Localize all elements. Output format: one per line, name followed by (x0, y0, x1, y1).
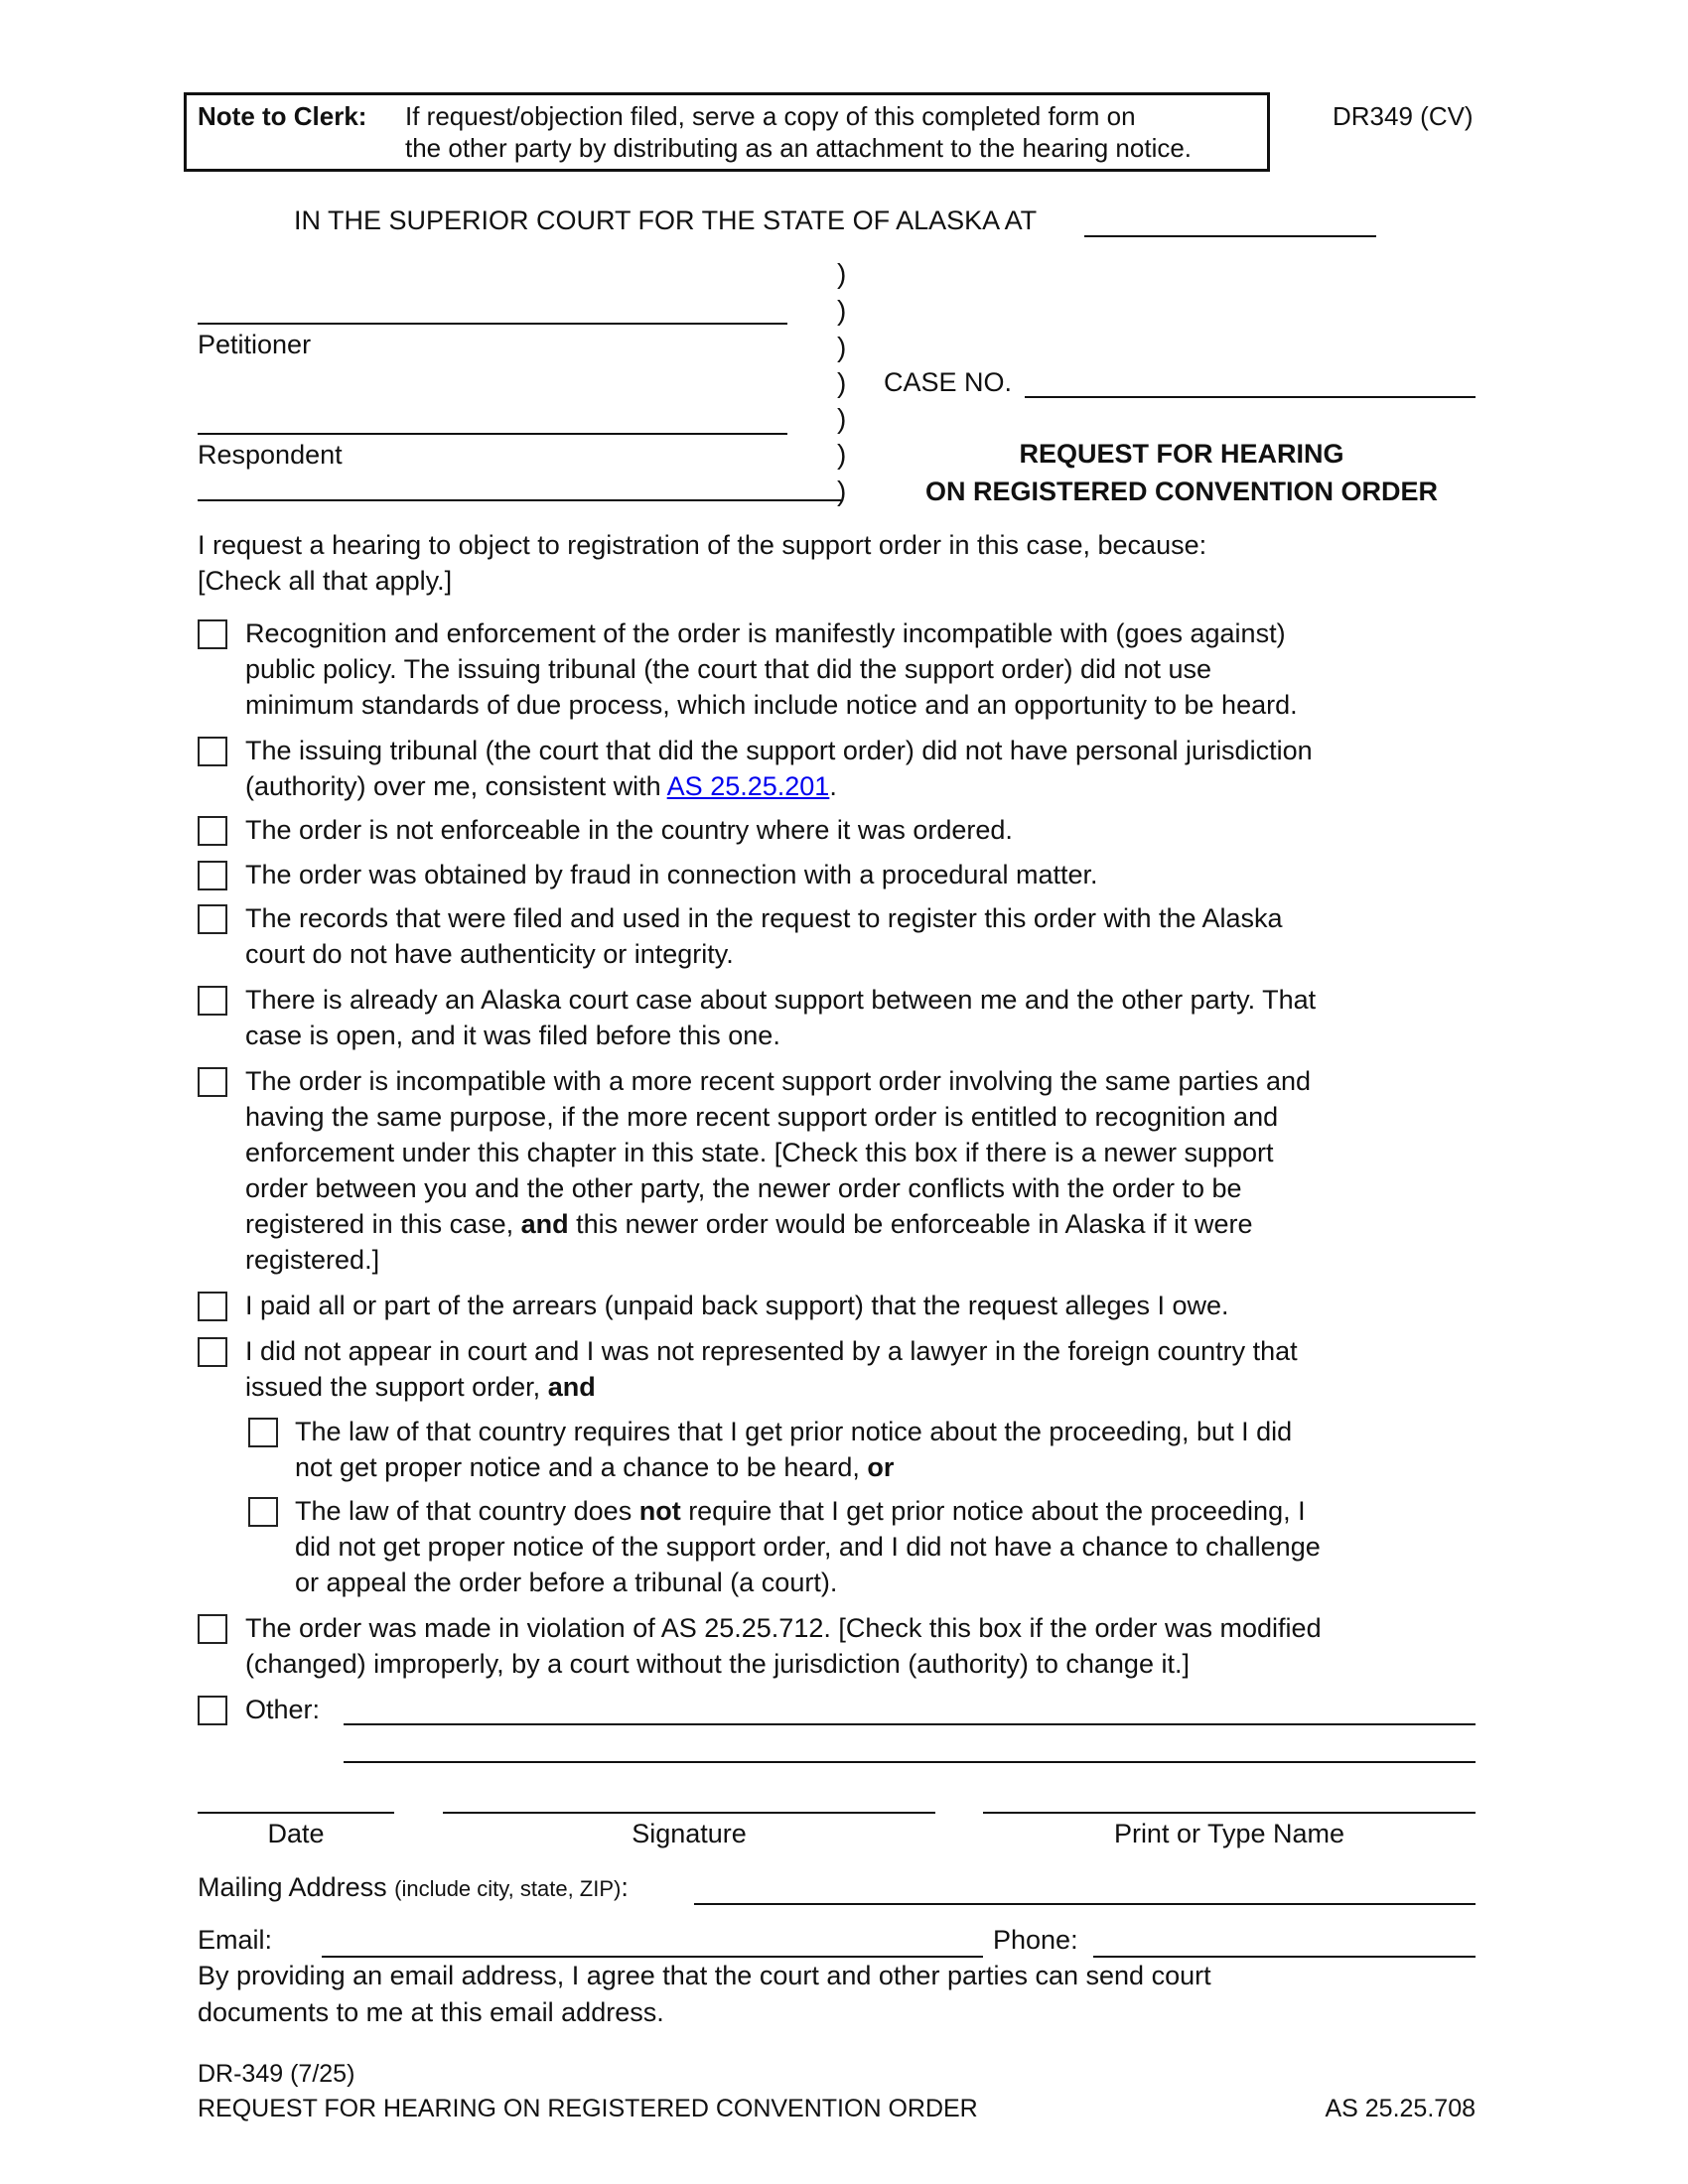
respondent-label: Respondent (198, 440, 343, 470)
petitioner-field[interactable] (198, 323, 787, 325)
bold-emphasis: not (638, 1496, 681, 1526)
other-reason-field-2[interactable] (344, 1761, 1476, 1763)
reason-line (245, 1646, 1322, 1682)
text-segment: Recognition and enforcement of the order is manifestly incompatible with (goes against) (245, 618, 1286, 648)
text-segment: order between you and the other party, the newer order conflicts with the order to be (245, 1173, 1242, 1203)
reason-line (245, 1242, 1311, 1278)
text-segment: having the same purpose, if the more recent support order is entitled to recognition and (245, 1102, 1279, 1132)
text-segment: The issuing tribunal (the court that did the support order) did not have personal jurisdiction (245, 736, 1313, 765)
reason-line (295, 1414, 1292, 1449)
caption-paren: ) (837, 332, 847, 362)
caption-paren: ) (837, 258, 847, 289)
case-no-field[interactable] (1025, 396, 1476, 398)
reason-text (245, 1610, 1322, 1682)
text-segment: not get proper notice and a chance to be heard, (295, 1452, 868, 1482)
intro-line-1: I request a hearing to object to registration of the support order in this case, because: (198, 530, 1207, 560)
text-segment: case is open, and it was filed before this one. (245, 1021, 780, 1050)
reason-checkbox[interactable] (198, 619, 227, 649)
reason-line (245, 1610, 1322, 1646)
footer-form-title: REQUEST FOR HEARING ON REGISTERED CONVENTION ORDER (198, 2095, 978, 2122)
text-segment: I paid all or part of the arrears (unpaid back support) that the request alleges I owe. (245, 1291, 1229, 1320)
reason-checkbox[interactable] (198, 861, 227, 890)
text-segment: The order is not enforceable in the country where it was ordered. (245, 815, 1013, 845)
reason-checkbox[interactable] (198, 1292, 227, 1321)
note-line-2: the other party by distributing as an attachment to the hearing notice. (405, 133, 1193, 163)
reason-line (245, 733, 1313, 768)
reason-text (295, 1414, 1292, 1485)
mailing-label-text: Mailing Address (198, 1872, 387, 1902)
reason-text (245, 1333, 1298, 1405)
text-segment: (authority) over me, consistent with (245, 771, 667, 801)
reason-checkbox[interactable] (198, 986, 227, 1016)
caption-bottom-rule (198, 499, 841, 501)
reason-checkbox[interactable] (248, 1418, 278, 1447)
text-segment: I did not appear in court and I was not represented by a lawyer in the foreign country that (245, 1336, 1298, 1366)
print-name-label: Print or Type Name (1113, 1819, 1345, 1848)
disclaimer-line-2: documents to me at this email address. (198, 1997, 664, 2027)
caption-paren: ) (837, 367, 847, 398)
mailing-colon: : (621, 1872, 629, 1902)
form-title-line-1: REQUEST FOR HEARING (1019, 439, 1344, 469)
text-segment: The order is incompatible with a more recent support order involving the same parties and (245, 1066, 1312, 1096)
reason-line (245, 768, 1313, 804)
intro-line-2: [Check all that apply.] (198, 566, 453, 596)
reason-text (245, 900, 1283, 972)
note-label: Note to Clerk: (198, 101, 367, 131)
reason-line (245, 651, 1298, 687)
reason-checkbox[interactable] (198, 1696, 227, 1725)
reason-line (245, 615, 1298, 651)
reason-line (245, 1206, 1311, 1242)
court-heading: IN THE SUPERIOR COURT FOR THE STATE OF ALASKA AT (294, 205, 1038, 235)
reason-text (295, 1493, 1321, 1600)
caption-paren: ) (837, 476, 847, 506)
text-segment: this newer order would be enforceable in Alaska if it were (568, 1209, 1253, 1239)
caption-paren: ) (837, 439, 847, 470)
text-segment: The order was made in violation of AS 25.25.712. [Check this box if the order was modified (245, 1613, 1322, 1643)
text-segment: did not get proper notice of the support order, and I did not have a chance to challenge (295, 1532, 1321, 1562)
text-segment: court do not have authenticity or integrity. (245, 939, 734, 969)
disclaimer-line-1: By providing an email address, I agree that the court and other parties can send court (198, 1961, 1211, 1990)
caption-paren: ) (837, 403, 847, 434)
text-segment: There is already an Alaska court case about support between me and the other party. That (245, 985, 1317, 1015)
reason-line (245, 936, 1283, 972)
reason-text (245, 857, 1098, 892)
reason-text (245, 982, 1316, 1053)
reason-checkbox[interactable] (198, 904, 227, 934)
reason-line (295, 1493, 1321, 1529)
text-segment: Other: (245, 1695, 321, 1724)
reason-line (245, 812, 1013, 848)
caption-paren: ) (837, 295, 847, 326)
court-location-field[interactable] (1084, 235, 1376, 237)
reason-line (245, 1063, 1311, 1099)
signature-label: Signature (632, 1819, 747, 1848)
reason-line (245, 1692, 320, 1727)
note-line-1: If request/objection filed, serve a copy of this completed form on (405, 101, 1136, 131)
respondent-field[interactable] (198, 433, 787, 435)
case-no-label: CASE NO. (884, 367, 1013, 397)
reason-line (245, 687, 1298, 723)
mailing-address-label (198, 1869, 629, 1907)
reason-line (245, 1018, 1316, 1053)
reason-text (245, 1063, 1311, 1278)
reason-text (245, 812, 1013, 848)
footer-form-rev: DR-349 (7/25) (198, 2060, 355, 2088)
footer-statute: AS 25.25.708 (1325, 2095, 1476, 2122)
reason-line (295, 1565, 1321, 1600)
text-segment: (changed) improperly, by a court without the jurisdiction (authority) to change it.] (245, 1649, 1190, 1679)
text-segment: require that I get prior notice about the proceeding, I (680, 1496, 1306, 1526)
text-segment: public policy. The issuing tribunal (the court that did the support order) did not use (245, 654, 1212, 684)
reason-line (245, 857, 1098, 892)
text-segment: enforcement under this chapter in this state. [Check this box if there is a newer support (245, 1138, 1274, 1167)
reason-line (245, 1099, 1311, 1135)
text-segment: minimum standards of due process, which include notice and an opportunity to be heard. (245, 690, 1298, 720)
reason-text (245, 1288, 1229, 1323)
text-segment: . (829, 771, 837, 801)
reason-line (245, 1135, 1311, 1170)
email-label: Email: (198, 1925, 273, 1955)
reason-line (245, 1288, 1229, 1323)
reason-checkbox[interactable] (198, 816, 227, 846)
reason-line (245, 982, 1316, 1018)
phone-label: Phone: (993, 1925, 1078, 1955)
reason-line (245, 1369, 1298, 1405)
reason-line (245, 1170, 1311, 1206)
text-segment: The order was obtained by fraud in connection with a procedural matter. (245, 860, 1098, 889)
reason-checkbox[interactable] (198, 1067, 227, 1097)
reason-text (245, 1692, 320, 1727)
mailing-address-field[interactable] (694, 1903, 1476, 1905)
bold-emphasis: or (867, 1452, 895, 1482)
form-title-line-2: ON REGISTERED CONVENTION ORDER (924, 477, 1439, 506)
mailing-hint: (include city, state, ZIP) (394, 1876, 622, 1901)
reason-text (245, 733, 1313, 804)
other-reason-field[interactable] (344, 1723, 1476, 1725)
date-field[interactable] (198, 1812, 394, 1814)
text-segment: or appeal the order before a tribunal (a court). (295, 1568, 838, 1597)
reason-line (295, 1529, 1321, 1565)
reason-checkbox[interactable] (248, 1497, 278, 1527)
reason-line (295, 1449, 1292, 1485)
form-code-top: DR349 (CV) (1333, 101, 1474, 131)
statute-link[interactable]: AS 25.25.201 (666, 771, 830, 801)
reason-line (245, 900, 1283, 936)
reason-checkbox[interactable] (198, 1614, 227, 1644)
bold-emphasis: and (547, 1372, 596, 1402)
signature-field[interactable] (443, 1812, 935, 1814)
text-segment: The law of that country does (295, 1496, 639, 1526)
text-segment: The records that were filed and used in the request to register this order with the Alaska (245, 903, 1283, 933)
reason-text (245, 615, 1298, 723)
petitioner-label: Petitioner (198, 330, 312, 359)
text-segment: The law of that country requires that I get prior notice about the proceeding, but I did (295, 1417, 1293, 1446)
text-segment: registered.] (245, 1245, 380, 1275)
date-label: Date (267, 1819, 325, 1848)
text-segment: registered in this case, (245, 1209, 521, 1239)
reason-line (245, 1333, 1298, 1369)
print-name-field[interactable] (983, 1812, 1476, 1814)
bold-emphasis: and (520, 1209, 569, 1239)
text-segment: issued the support order, (245, 1372, 548, 1402)
reason-checkbox[interactable] (198, 1337, 227, 1367)
reason-checkbox[interactable] (198, 737, 227, 766)
